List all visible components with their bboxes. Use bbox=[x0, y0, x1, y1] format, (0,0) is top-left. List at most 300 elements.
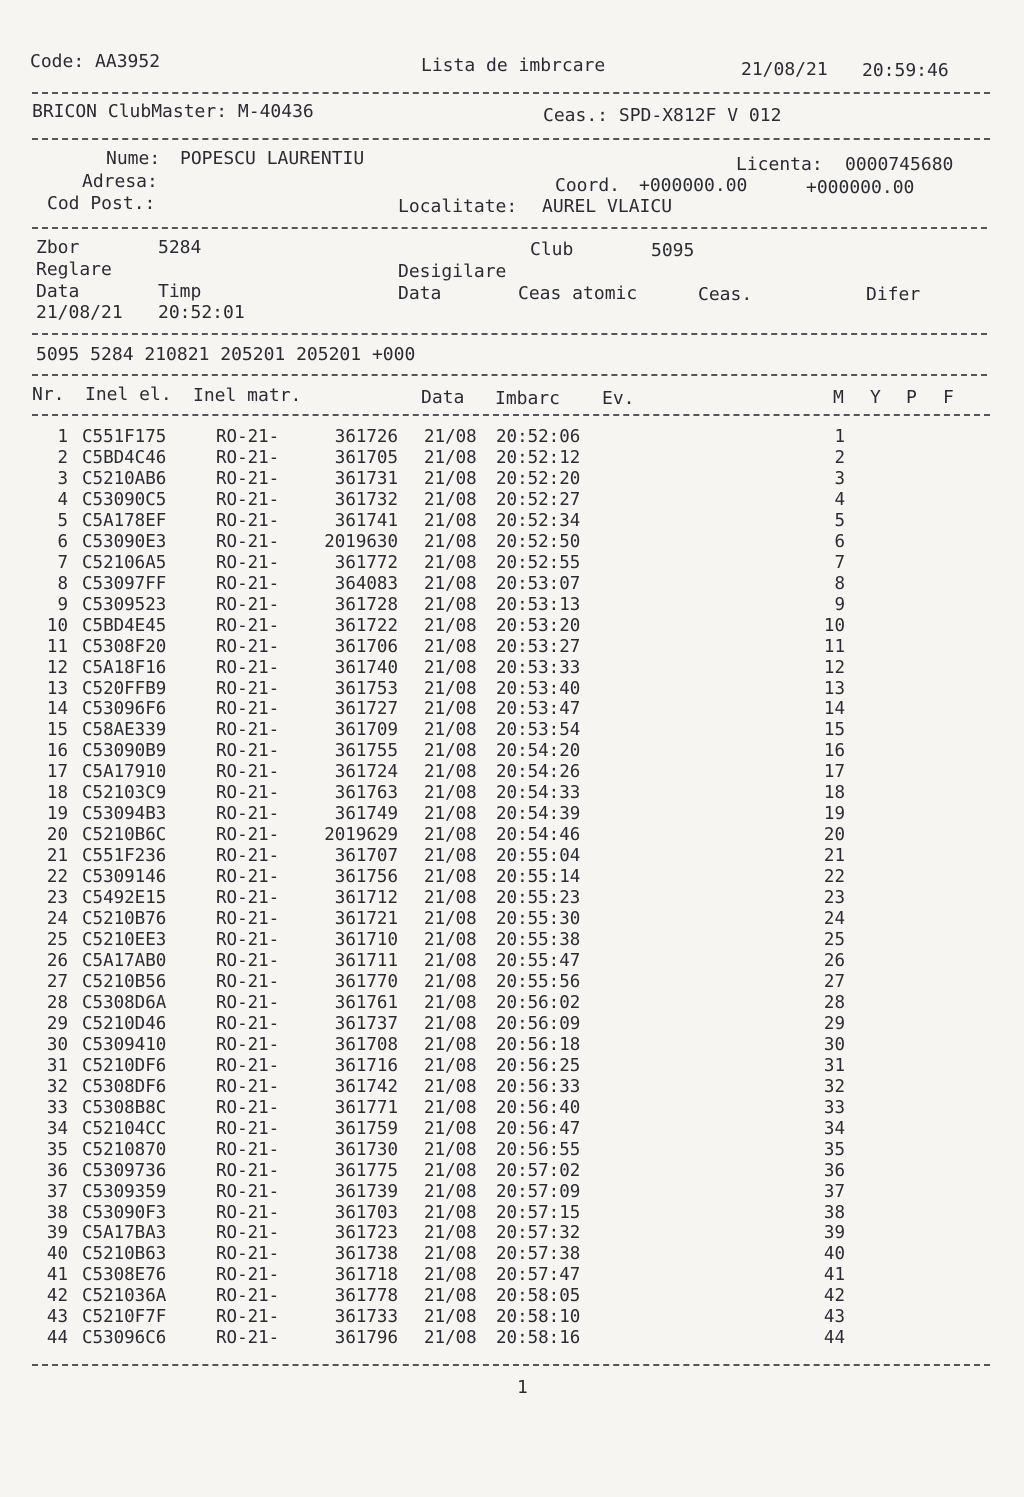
coord-label: Coord. bbox=[555, 175, 621, 196]
ring-number: 361728 bbox=[334, 594, 398, 615]
row-number: 8 bbox=[57, 573, 68, 594]
ring-prefix: RO-21- bbox=[216, 1013, 280, 1034]
electronic-ring: C551F175 bbox=[82, 427, 167, 447]
basketing-date: 21/08 bbox=[424, 825, 477, 846]
divider bbox=[32, 333, 987, 335]
license-label: Licenta: bbox=[736, 154, 823, 175]
ring-prefix: RO-21- bbox=[216, 1202, 280, 1223]
print-date: 21/08/21 bbox=[741, 59, 828, 80]
ring-number: 361759 bbox=[334, 1118, 398, 1139]
basketing-date: 21/08 bbox=[424, 888, 477, 909]
ring-prefix: RO-21- bbox=[216, 1286, 280, 1307]
basketing-time: 20:58:16 bbox=[496, 1328, 581, 1349]
row-number: 38 bbox=[46, 1202, 68, 1223]
col-m: M bbox=[833, 387, 844, 408]
basketing-time: 20:57:47 bbox=[496, 1265, 581, 1286]
ring-number: 361703 bbox=[334, 1202, 398, 1223]
row-number: 9 bbox=[57, 594, 68, 615]
basketing-time: 20:52:55 bbox=[496, 552, 581, 573]
ring-prefix: RO-21- bbox=[216, 1055, 280, 1076]
table-row bbox=[0, 679, 1024, 700]
basketing-time: 20:52:27 bbox=[496, 489, 581, 510]
row-number: 24 bbox=[46, 909, 68, 930]
basketing-date: 21/08 bbox=[424, 1076, 477, 1097]
ring-number: 361707 bbox=[334, 846, 398, 867]
m-value: 20 bbox=[823, 825, 845, 846]
table-row bbox=[0, 867, 1024, 888]
electronic-ring: C5308D6A bbox=[82, 992, 167, 1013]
m-value: 13 bbox=[823, 678, 845, 699]
basketing-date: 21/08 bbox=[424, 1055, 477, 1076]
reg-date: 21/08/21 bbox=[36, 302, 123, 323]
ring-prefix: RO-21- bbox=[216, 510, 280, 531]
row-number: 29 bbox=[46, 1013, 68, 1034]
basketing-time: 20:55:47 bbox=[496, 951, 581, 971]
row-number: 4 bbox=[57, 489, 68, 510]
basketing-date: 21/08 bbox=[424, 594, 477, 615]
table-row bbox=[0, 1223, 1024, 1244]
m-value: 42 bbox=[823, 1286, 845, 1307]
ring-prefix: RO-21- bbox=[216, 992, 280, 1013]
basketing-date: 21/08 bbox=[424, 1034, 477, 1055]
basketing-time: 20:57:38 bbox=[496, 1244, 581, 1265]
row-number: 25 bbox=[46, 930, 68, 951]
electronic-ring: C53094B3 bbox=[82, 804, 167, 825]
row-number: 10 bbox=[46, 615, 68, 636]
basketing-date: 21/08 bbox=[424, 1223, 477, 1244]
m-value: 25 bbox=[823, 930, 845, 951]
m-value: 29 bbox=[823, 1013, 845, 1034]
ring-number: 361761 bbox=[334, 992, 398, 1013]
ring-number: 361722 bbox=[334, 615, 398, 636]
row-number: 16 bbox=[46, 741, 68, 762]
m-value: 34 bbox=[823, 1118, 845, 1139]
row-number: 23 bbox=[46, 888, 68, 909]
m-value: 31 bbox=[823, 1055, 845, 1076]
ring-number: 361738 bbox=[334, 1244, 398, 1265]
ring-number: 361710 bbox=[334, 930, 398, 951]
row-number: 26 bbox=[46, 951, 68, 971]
col-imbarc: Imbarc bbox=[495, 388, 561, 409]
ring-prefix: RO-21- bbox=[216, 888, 280, 909]
m-value: 28 bbox=[823, 992, 845, 1013]
m-value: 15 bbox=[823, 720, 845, 741]
m-value: 35 bbox=[823, 1139, 845, 1160]
basketing-time: 20:58:05 bbox=[496, 1286, 581, 1307]
basketing-time: 20:53:13 bbox=[496, 594, 581, 615]
basketing-date: 21/08 bbox=[424, 867, 477, 888]
table-row bbox=[0, 427, 1024, 448]
row-number: 28 bbox=[46, 992, 68, 1013]
table-row bbox=[0, 1161, 1024, 1182]
electronic-ring: C5492E15 bbox=[82, 888, 167, 909]
electronic-ring: C5210EE3 bbox=[82, 930, 167, 951]
row-number: 27 bbox=[46, 971, 68, 992]
ring-number: 361733 bbox=[334, 1307, 398, 1328]
basketing-time: 20:54:26 bbox=[496, 762, 581, 783]
basketing-time: 20:53:07 bbox=[496, 573, 581, 594]
m-value: 23 bbox=[823, 888, 845, 909]
basketing-date: 21/08 bbox=[424, 657, 477, 678]
table-row bbox=[0, 574, 1024, 595]
reg-time: 20:52:01 bbox=[158, 302, 245, 323]
table-row bbox=[0, 993, 1024, 1014]
ring-number: 361709 bbox=[334, 720, 398, 741]
ring-number: 361727 bbox=[334, 699, 398, 720]
m-value: 41 bbox=[823, 1265, 845, 1286]
coord-y: +000000.00 bbox=[806, 177, 915, 198]
license-number: 0000745680 bbox=[845, 154, 954, 175]
basketing-date: 21/08 bbox=[424, 909, 477, 930]
ring-prefix: RO-21- bbox=[216, 1097, 280, 1118]
reg-data-label: Data bbox=[36, 281, 80, 302]
ring-prefix: RO-21- bbox=[216, 427, 280, 447]
basketing-time: 20:57:09 bbox=[496, 1181, 581, 1202]
basketing-date: 21/08 bbox=[424, 804, 477, 825]
table-row bbox=[0, 469, 1024, 490]
row-number: 3 bbox=[57, 468, 68, 489]
ring-prefix: RO-21- bbox=[216, 909, 280, 930]
col-p: P bbox=[906, 387, 917, 408]
basketing-date: 21/08 bbox=[424, 468, 477, 489]
electronic-ring: C5210B56 bbox=[82, 971, 167, 992]
row-number: 43 bbox=[46, 1307, 68, 1328]
table-row bbox=[0, 1203, 1024, 1224]
ring-prefix: RO-21- bbox=[216, 971, 280, 992]
table-row bbox=[0, 846, 1024, 867]
divider bbox=[32, 374, 987, 376]
ring-number: 361712 bbox=[334, 888, 398, 909]
row-number: 20 bbox=[46, 825, 68, 846]
print-time: 20:59:46 bbox=[862, 60, 949, 81]
desig-data-label: Data bbox=[398, 283, 442, 304]
basketing-time: 20:55:56 bbox=[496, 971, 581, 992]
basketing-date: 21/08 bbox=[424, 1328, 477, 1349]
ring-number: 361775 bbox=[334, 1160, 398, 1181]
electronic-ring: C5309523 bbox=[82, 594, 167, 615]
m-value: 2 bbox=[834, 447, 845, 468]
club-label: Club bbox=[530, 239, 574, 260]
table-row bbox=[0, 825, 1024, 846]
m-value: 5 bbox=[834, 510, 845, 531]
ring-number: 361770 bbox=[334, 971, 398, 992]
basketing-date: 21/08 bbox=[424, 1139, 477, 1160]
basketing-date: 21/08 bbox=[424, 699, 477, 720]
ring-number: 361778 bbox=[334, 1286, 398, 1307]
ring-prefix: RO-21- bbox=[216, 1034, 280, 1055]
electronic-ring: C5210DF6 bbox=[82, 1055, 167, 1076]
basketing-time: 20:56:40 bbox=[496, 1097, 581, 1118]
ring-number: 361724 bbox=[334, 762, 398, 783]
m-value: 1 bbox=[834, 427, 845, 447]
electronic-ring: C551F236 bbox=[82, 846, 167, 867]
table-row bbox=[0, 741, 1024, 762]
basketing-time: 20:54:46 bbox=[496, 825, 581, 846]
basketing-time: 20:56:33 bbox=[496, 1076, 581, 1097]
ring-prefix: RO-21- bbox=[216, 930, 280, 951]
basketing-time: 20:58:10 bbox=[496, 1307, 581, 1328]
ring-prefix: RO-21- bbox=[216, 678, 280, 699]
ring-number: 361755 bbox=[334, 741, 398, 762]
row-number: 15 bbox=[46, 720, 68, 741]
col-nr: Nr. bbox=[32, 384, 65, 405]
electronic-ring: C5210870 bbox=[82, 1139, 167, 1160]
electronic-ring: C5308DF6 bbox=[82, 1076, 167, 1097]
electronic-ring: C5309736 bbox=[82, 1160, 167, 1181]
ring-prefix: RO-21- bbox=[216, 447, 280, 468]
electronic-ring: C5309410 bbox=[82, 1034, 167, 1055]
basketing-date: 21/08 bbox=[424, 531, 477, 552]
ring-number: 361737 bbox=[334, 1013, 398, 1034]
ring-prefix: RO-21- bbox=[216, 1328, 280, 1349]
zbor-value: 5284 bbox=[158, 237, 202, 258]
electronic-ring: C5210B6C bbox=[82, 825, 167, 846]
basketing-time: 20:55:14 bbox=[496, 867, 581, 888]
table-row bbox=[0, 1056, 1024, 1077]
row-number: 6 bbox=[57, 531, 68, 552]
divider bbox=[32, 138, 990, 140]
basketing-date: 21/08 bbox=[424, 427, 477, 447]
ring-number: 364083 bbox=[334, 573, 398, 594]
table-row bbox=[0, 1307, 1024, 1328]
table-row bbox=[0, 553, 1024, 574]
ring-prefix: RO-21- bbox=[216, 1076, 280, 1097]
table-row bbox=[0, 1014, 1024, 1035]
code-label: Code: AA3952 bbox=[30, 51, 161, 72]
electronic-ring: C5A17BA3 bbox=[82, 1223, 167, 1244]
page-number: 1 bbox=[517, 1377, 528, 1398]
row-number: 37 bbox=[46, 1181, 68, 1202]
ring-prefix: RO-21- bbox=[216, 531, 280, 552]
basketing-date: 21/08 bbox=[424, 720, 477, 741]
basketing-date: 21/08 bbox=[424, 1118, 477, 1139]
m-value: 37 bbox=[823, 1181, 845, 1202]
m-value: 16 bbox=[823, 741, 845, 762]
row-number: 39 bbox=[46, 1223, 68, 1244]
m-value: 10 bbox=[823, 615, 845, 636]
col-y: Y bbox=[870, 387, 881, 408]
ring-prefix: RO-21- bbox=[216, 741, 280, 762]
table-row bbox=[0, 1265, 1024, 1286]
ring-number: 361742 bbox=[334, 1076, 398, 1097]
electronic-ring: C5309359 bbox=[82, 1181, 167, 1202]
basketing-date: 21/08 bbox=[424, 1307, 477, 1328]
ring-prefix: RO-21- bbox=[216, 1139, 280, 1160]
table-row bbox=[0, 804, 1024, 825]
m-value: 22 bbox=[823, 867, 845, 888]
basketing-time: 20:56:02 bbox=[496, 992, 581, 1013]
row-number: 7 bbox=[57, 552, 68, 573]
table-row bbox=[0, 595, 1024, 616]
basketing-time: 20:57:02 bbox=[496, 1160, 581, 1181]
owner-name: POPESCU LAURENTIU bbox=[180, 148, 365, 169]
electronic-ring: C5308F20 bbox=[82, 636, 167, 657]
ring-number: 361718 bbox=[334, 1265, 398, 1286]
electronic-ring: C5210AB6 bbox=[82, 468, 167, 489]
m-value: 33 bbox=[823, 1097, 845, 1118]
ring-prefix: RO-21- bbox=[216, 552, 280, 573]
basketing-time: 20:55:30 bbox=[496, 909, 581, 930]
col-inel-matr: Inel matr. bbox=[193, 385, 302, 406]
electronic-ring: C53096F6 bbox=[82, 699, 167, 720]
basketing-date: 21/08 bbox=[424, 510, 477, 531]
desigilare-label: Desigilare bbox=[398, 261, 507, 282]
ring-number: 361741 bbox=[334, 510, 398, 531]
ring-number: 361730 bbox=[334, 1139, 398, 1160]
ring-number: 361706 bbox=[334, 636, 398, 657]
electronic-ring: C520FFB9 bbox=[82, 678, 167, 699]
ring-prefix: RO-21- bbox=[216, 804, 280, 825]
basketing-date: 21/08 bbox=[424, 971, 477, 992]
table-row bbox=[0, 930, 1024, 951]
ring-number: 361756 bbox=[334, 867, 398, 888]
ring-prefix: RO-21- bbox=[216, 1307, 280, 1328]
basketing-date: 21/08 bbox=[424, 489, 477, 510]
basketing-date: 21/08 bbox=[424, 741, 477, 762]
basketing-time: 20:56:18 bbox=[496, 1034, 581, 1055]
table-row bbox=[0, 511, 1024, 532]
ceas-label: Ceas. bbox=[698, 284, 753, 305]
row-number: 18 bbox=[46, 783, 68, 804]
electronic-ring: C53090C5 bbox=[82, 489, 167, 510]
table-row bbox=[0, 1098, 1024, 1119]
ring-number: 361740 bbox=[334, 657, 398, 678]
table-row bbox=[0, 448, 1024, 469]
ring-number: 361711 bbox=[334, 951, 398, 971]
electronic-ring: C5A18F16 bbox=[82, 657, 167, 678]
m-value: 40 bbox=[823, 1244, 845, 1265]
m-value: 36 bbox=[823, 1160, 845, 1181]
row-number: 19 bbox=[46, 804, 68, 825]
m-value: 38 bbox=[823, 1202, 845, 1223]
row-number: 44 bbox=[46, 1328, 68, 1349]
electronic-ring: C5210D46 bbox=[82, 1013, 167, 1034]
table-row bbox=[0, 616, 1024, 637]
ring-prefix: RO-21- bbox=[216, 594, 280, 615]
table-row bbox=[0, 532, 1024, 553]
electronic-ring: C521036A bbox=[82, 1286, 167, 1307]
basketing-time: 20:56:55 bbox=[496, 1139, 581, 1160]
basketing-time: 20:53:54 bbox=[496, 720, 581, 741]
basketing-time: 20:53:27 bbox=[496, 636, 581, 657]
basketing-date: 21/08 bbox=[424, 783, 477, 804]
ring-number: 361723 bbox=[334, 1223, 398, 1244]
m-value: 32 bbox=[823, 1076, 845, 1097]
row-number: 32 bbox=[46, 1076, 68, 1097]
electronic-ring: C5A178EF bbox=[82, 510, 167, 531]
m-value: 12 bbox=[823, 657, 845, 678]
ring-prefix: RO-21- bbox=[216, 951, 280, 971]
basketing-date: 21/08 bbox=[424, 762, 477, 783]
ring-number: 361796 bbox=[334, 1328, 398, 1349]
table-row bbox=[0, 699, 1024, 720]
ring-prefix: RO-21- bbox=[216, 867, 280, 888]
electronic-ring: C5A17AB0 bbox=[82, 951, 167, 971]
address-label: Adresa: bbox=[82, 171, 158, 192]
basketing-time: 20:53:40 bbox=[496, 678, 581, 699]
table-row bbox=[0, 1182, 1024, 1203]
m-value: 11 bbox=[823, 636, 845, 657]
row-number: 17 bbox=[46, 762, 68, 783]
basketing-time: 20:56:47 bbox=[496, 1118, 581, 1139]
row-number: 21 bbox=[46, 846, 68, 867]
reg-timp-label: Timp bbox=[158, 281, 202, 302]
basketing-date: 21/08 bbox=[424, 992, 477, 1013]
ring-number: 361772 bbox=[334, 552, 398, 573]
m-value: 14 bbox=[823, 699, 845, 720]
table-row bbox=[0, 951, 1024, 972]
electronic-ring: C53097FF bbox=[82, 573, 167, 594]
basketing-date: 21/08 bbox=[424, 1097, 477, 1118]
basketing-time: 20:55:38 bbox=[496, 930, 581, 951]
row-number: 35 bbox=[46, 1139, 68, 1160]
basketing-time: 20:54:33 bbox=[496, 783, 581, 804]
basketing-time: 20:57:15 bbox=[496, 1202, 581, 1223]
ring-prefix: RO-21- bbox=[216, 1160, 280, 1181]
basketing-time: 20:57:32 bbox=[496, 1223, 581, 1244]
locality-label: Localitate: bbox=[398, 196, 518, 217]
basketing-date: 21/08 bbox=[424, 930, 477, 951]
electronic-ring: C52103C9 bbox=[82, 783, 167, 804]
table-row bbox=[0, 637, 1024, 658]
basketing-date: 21/08 bbox=[424, 1265, 477, 1286]
ring-number: 2019629 bbox=[324, 825, 398, 846]
row-number: 33 bbox=[46, 1097, 68, 1118]
basketing-time: 20:52:06 bbox=[496, 427, 581, 447]
ring-prefix: RO-21- bbox=[216, 825, 280, 846]
basketing-date: 21/08 bbox=[424, 552, 477, 573]
m-value: 19 bbox=[823, 804, 845, 825]
m-value: 30 bbox=[823, 1034, 845, 1055]
basketing-date: 21/08 bbox=[424, 573, 477, 594]
ring-number: 361771 bbox=[334, 1097, 398, 1118]
m-value: 7 bbox=[834, 552, 845, 573]
ring-prefix: RO-21- bbox=[216, 615, 280, 636]
table-row bbox=[0, 1140, 1024, 1161]
ring-prefix: RO-21- bbox=[216, 1118, 280, 1139]
row-number: 42 bbox=[46, 1286, 68, 1307]
basketing-time: 20:56:09 bbox=[496, 1013, 581, 1034]
basketing-date: 21/08 bbox=[424, 678, 477, 699]
basketing-time: 20:53:33 bbox=[496, 657, 581, 678]
col-data: Data bbox=[421, 387, 465, 408]
electronic-ring: C5308E76 bbox=[82, 1265, 167, 1286]
col-ev: Ev. bbox=[602, 388, 635, 409]
electronic-ring: C5210F7F bbox=[82, 1307, 167, 1328]
m-value: 9 bbox=[834, 594, 845, 615]
basketing-time: 20:54:39 bbox=[496, 804, 581, 825]
ring-number: 361708 bbox=[334, 1034, 398, 1055]
table-row bbox=[0, 972, 1024, 993]
atomic-clock-label: Ceas atomic bbox=[518, 283, 638, 304]
ring-prefix: RO-21- bbox=[216, 1244, 280, 1265]
table-row bbox=[0, 1328, 1024, 1349]
row-number: 1 bbox=[57, 427, 68, 447]
ring-number: 361726 bbox=[334, 427, 398, 447]
postcode-label: Cod Post.: bbox=[47, 193, 156, 214]
table-row bbox=[0, 490, 1024, 511]
row-number: 11 bbox=[46, 636, 68, 657]
table-row bbox=[0, 658, 1024, 679]
zbor-label: Zbor bbox=[36, 237, 80, 258]
electronic-ring: C53090E3 bbox=[82, 531, 167, 552]
ring-number: 361732 bbox=[334, 489, 398, 510]
electronic-ring: C53096C6 bbox=[82, 1328, 167, 1349]
electronic-ring: C5308B8C bbox=[82, 1097, 167, 1118]
ring-number: 2019630 bbox=[324, 531, 398, 552]
document-title: Lista de imbrcare bbox=[421, 55, 606, 76]
divider bbox=[32, 227, 987, 229]
